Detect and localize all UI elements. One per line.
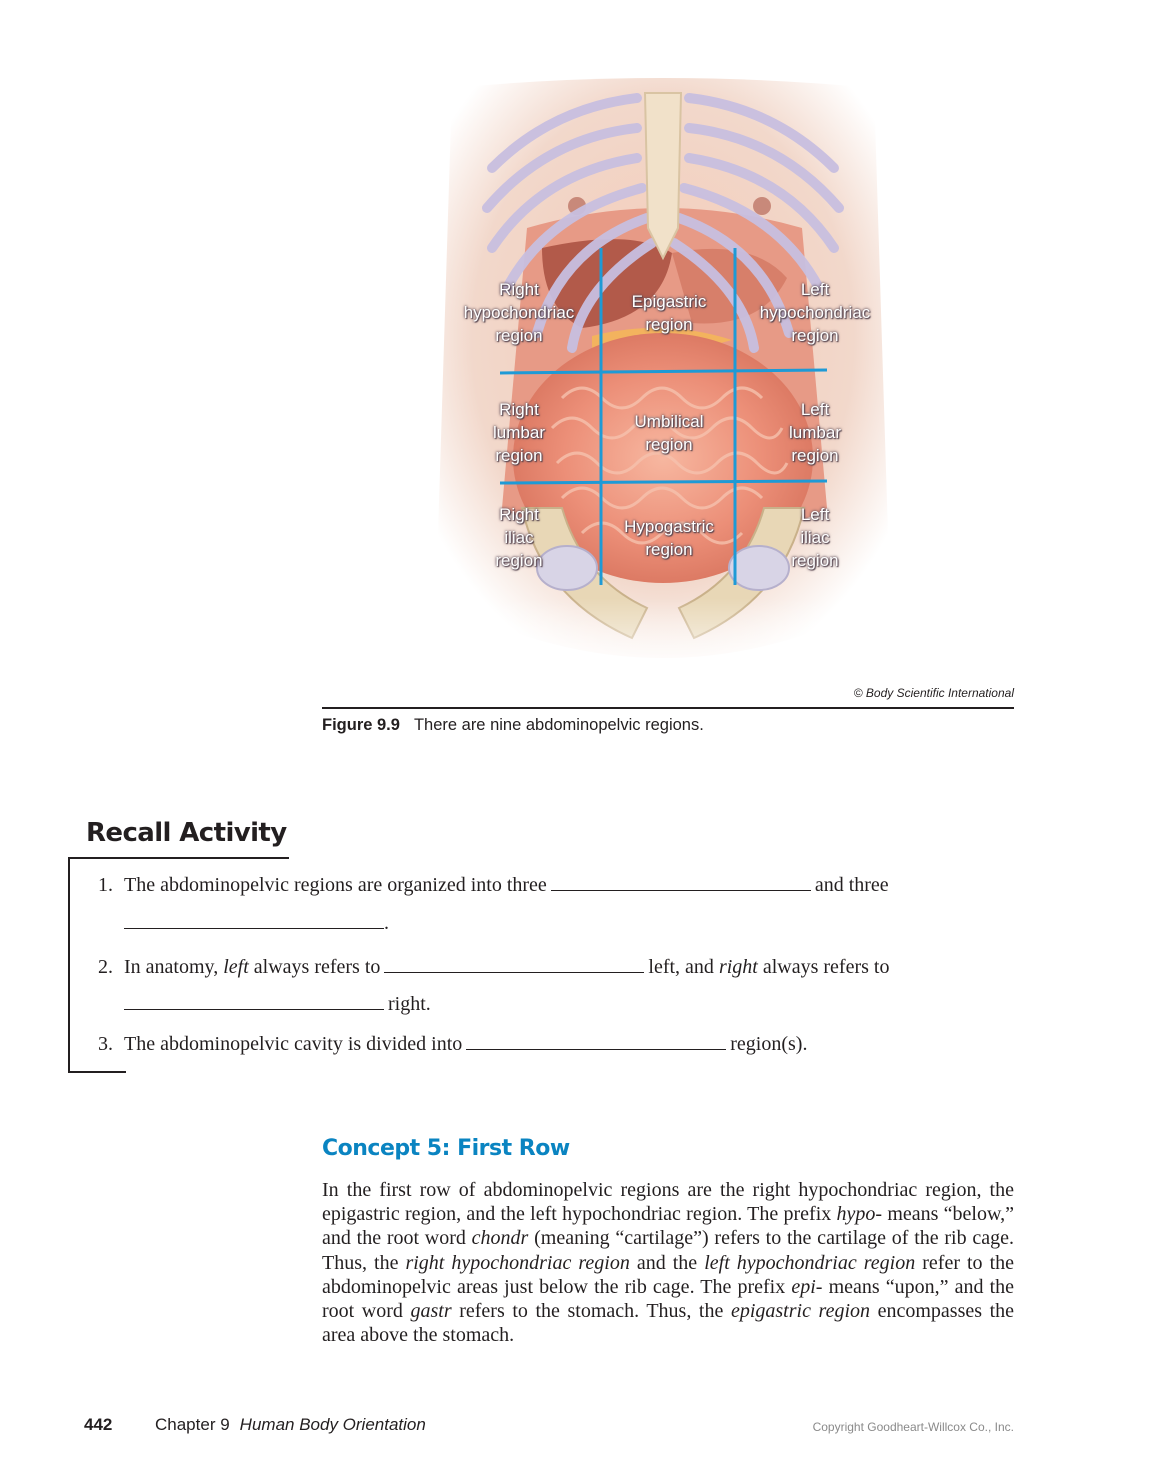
label-left-lumbar: Left lumbar region [789, 400, 841, 465]
recall-question-1-cont: . [124, 910, 389, 935]
answer-blank[interactable] [384, 954, 644, 973]
recall-frame-top [68, 857, 289, 859]
figure-caption-text: There are nine abdominopelvic regions. [413, 716, 704, 734]
answer-blank[interactable] [124, 910, 384, 929]
abdominopelvic-figure [432, 78, 894, 688]
chapter-label: Chapter 9 Human Body Orientation [155, 1415, 426, 1434]
recall-question-3: 3. The abdominopelvic cavity is divided into region(s). [98, 1033, 808, 1055]
concept-paragraph: In the first row of abdominopelvic regions are the right hypochondriac region, the epigastric region, and the left hypochondriac region. The prefix hypo- means “below,” and the root word chondr (meaning “cartilage”) refers to the cartilage of the rib cage. Thus, the right hypochondriac region and the left hypochondriac region refer to the abdominopelvic areas just below the rib cage. The prefix epi- means “upon,” and the root word gastr refers to the stomach. Thus, the epigastric region encompasses the area above the stomach. [322, 1179, 1015, 1347]
concept-heading: Concept 5: First Row [322, 1136, 570, 1161]
label-right-iliac: Right iliac region [495, 505, 543, 570]
recall-activity-title: Recall Activity [86, 818, 287, 848]
page-number: 442 [84, 1415, 113, 1434]
recall-frame-bottom [68, 1071, 126, 1073]
answer-blank[interactable] [551, 872, 811, 891]
recall-frame-left [68, 857, 70, 1073]
chapter-title: Human Body Orientation [239, 1415, 426, 1434]
label-right-lumbar: Right lumbar region [493, 400, 545, 465]
copyright-notice: Copyright Goodheart-Willcox Co., Inc. [812, 1420, 1014, 1434]
torso-illustration [432, 78, 894, 688]
recall-question-2-cont: right. [124, 991, 431, 1016]
figure-number: Figure 9.9 [322, 716, 400, 734]
answer-blank[interactable] [124, 991, 384, 1010]
label-left-hypochondriac: Left hypochondriac region [759, 280, 871, 345]
label-hypogastric: Hypogastric region [624, 517, 714, 559]
label-left-iliac: Left iliac region [791, 505, 839, 570]
label-umbilical: Umbilical region [634, 412, 704, 454]
answer-blank[interactable] [466, 1031, 726, 1050]
figure-credit: © Body Scientific International [853, 686, 1014, 700]
label-right-hypochondriac: Right hypochondriac region [463, 280, 575, 345]
caption-divider [322, 707, 1014, 709]
recall-question-1: 1. The abdominopelvic regions are organized into three and three [98, 874, 889, 896]
figure-caption [322, 716, 1014, 735]
label-epigastric: Epigastric region [631, 292, 707, 334]
recall-question-2: 2. In anatomy, left always refers to left, and right always refers to [98, 956, 890, 978]
